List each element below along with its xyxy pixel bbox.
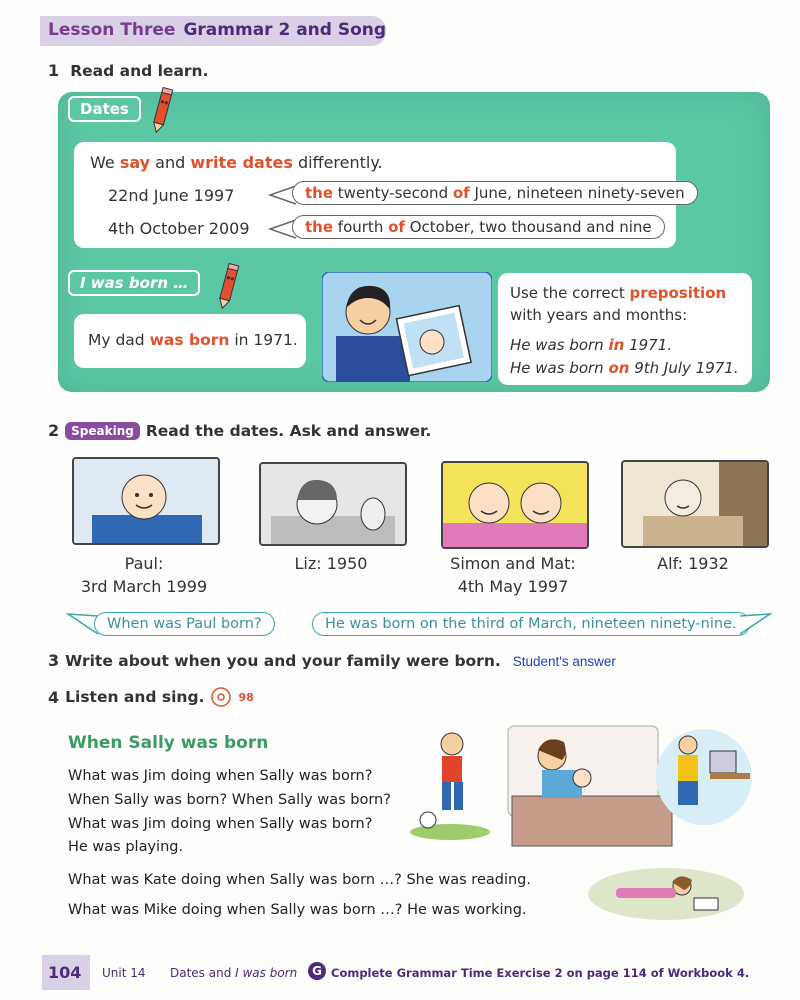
text: differently. bbox=[292, 153, 383, 172]
example-spoken-2 bbox=[292, 215, 665, 239]
lesson-label: Lesson Three bbox=[48, 20, 176, 40]
twins-simon-mat-picture bbox=[441, 461, 589, 549]
text: Dates and bbox=[170, 966, 236, 980]
caption-alf bbox=[621, 554, 765, 573]
section-number: 3 bbox=[48, 651, 60, 670]
baby-paul-picture bbox=[72, 457, 220, 545]
text: fourth bbox=[333, 218, 389, 236]
baby-alf-picture bbox=[621, 460, 769, 548]
answer-bubble: He was born on the third of March, nineteen ninety-nine. bbox=[312, 612, 750, 636]
text: I was born bbox=[235, 966, 298, 980]
dad-with-photo-illustration bbox=[322, 272, 492, 382]
grammar-time-icon: G bbox=[308, 962, 326, 980]
section-4-heading bbox=[48, 686, 254, 708]
section-title: Listen and sing. bbox=[65, 688, 205, 706]
preposition-example-1 bbox=[510, 336, 672, 354]
section-number: 2 bbox=[48, 421, 60, 440]
caption-paul bbox=[72, 554, 216, 596]
footer-topic bbox=[170, 966, 297, 980]
workbook-note: Complete Grammar Time Exercise 2 on page 114 of Workbook 4. bbox=[331, 966, 750, 980]
example-date-1: 22nd June 1997 bbox=[108, 186, 235, 205]
song-title: When Sally was born bbox=[68, 733, 269, 753]
preposition-rule-2: with years and months: bbox=[510, 306, 688, 324]
lesson-title: Grammar 2 and Song bbox=[183, 20, 387, 40]
text: Use the correct bbox=[510, 284, 630, 302]
dates-tag: Dates bbox=[68, 96, 141, 122]
caption-name: Paul: bbox=[124, 554, 164, 573]
caption-simon-mat bbox=[441, 554, 585, 596]
preposition-example-2 bbox=[510, 359, 739, 377]
born-example bbox=[88, 331, 298, 349]
example-spoken-1 bbox=[292, 181, 698, 205]
highlight-preposition: preposition bbox=[629, 284, 727, 302]
speech-tail-icon bbox=[738, 612, 772, 638]
highlight-of: of bbox=[452, 184, 470, 202]
text: in 1971. bbox=[229, 331, 298, 349]
text: My dad bbox=[88, 331, 150, 349]
old-woman-liz-picture bbox=[259, 462, 407, 546]
song-line: What was Mike doing when Sally was born …? He was working. bbox=[68, 902, 527, 918]
student-answer: Student's answer bbox=[512, 654, 616, 669]
track-number: 98 bbox=[238, 690, 254, 704]
caption-name: Simon and Mat: bbox=[450, 554, 576, 573]
text: He was born bbox=[510, 336, 609, 354]
highlight-write-dates: write dates bbox=[190, 153, 293, 172]
man-at-computer-illustration bbox=[654, 727, 754, 827]
section-3-heading bbox=[48, 651, 616, 670]
dates-intro bbox=[90, 153, 383, 172]
highlight-the: the bbox=[305, 218, 334, 236]
highlight-of: of bbox=[388, 218, 405, 236]
i-was-born-tag: I was born … bbox=[68, 270, 200, 296]
highlight-in: in bbox=[608, 336, 625, 354]
caption-date: 4th May 1997 bbox=[457, 577, 569, 596]
caption-name: Liz: 1950 bbox=[294, 554, 368, 573]
section-title: Write about when you and your family were born. bbox=[65, 652, 501, 670]
text: twenty-second bbox=[333, 184, 453, 202]
speaking-badge: Speaking bbox=[65, 422, 140, 440]
song-line: He was playing. bbox=[68, 839, 184, 855]
section-2-heading bbox=[48, 421, 431, 440]
cd-audio-icon[interactable] bbox=[210, 686, 232, 708]
preposition-rule bbox=[510, 284, 726, 302]
section-title: Read and learn. bbox=[70, 62, 209, 80]
song-line: When Sally was born? When Sally was born? bbox=[68, 792, 391, 808]
pencil-icon bbox=[214, 262, 242, 312]
girl-reading-illustration bbox=[586, 862, 746, 926]
boy-playing-football-illustration bbox=[408, 728, 492, 840]
section-number: 4 bbox=[48, 687, 60, 707]
song-line: What was Kate doing when Sally was born …? She was reading. bbox=[68, 872, 531, 888]
highlight-was-born: was born bbox=[149, 331, 230, 349]
lesson-header bbox=[48, 20, 386, 40]
caption-date: 3rd March 1999 bbox=[80, 577, 208, 596]
section-title: Read the dates. Ask and answer. bbox=[145, 421, 432, 440]
example-date-2: 4th October 2009 bbox=[108, 219, 250, 238]
song-line: What was Jim doing when Sally was born? bbox=[68, 816, 373, 832]
page-number: 104 bbox=[48, 963, 82, 982]
text: He was born bbox=[510, 359, 609, 377]
caption-liz bbox=[259, 554, 403, 573]
text: June, nineteen ninety-seven bbox=[469, 184, 685, 202]
highlight-on: on bbox=[608, 359, 630, 377]
caption-name: Alf: 1932 bbox=[657, 554, 729, 573]
text: and bbox=[150, 153, 191, 172]
text: We bbox=[90, 153, 120, 172]
mother-baby-bed-illustration bbox=[502, 720, 678, 860]
text: October, two thousand and nine bbox=[404, 218, 652, 236]
question-bubble: When was Paul born? bbox=[94, 612, 275, 636]
highlight-say: say bbox=[119, 153, 151, 172]
section-1-heading bbox=[48, 61, 208, 80]
section-number: 1 bbox=[48, 61, 60, 80]
text: 9th July 1971. bbox=[629, 359, 739, 377]
pencil-icon bbox=[148, 86, 176, 136]
song-line: What was Jim doing when Sally was born? bbox=[68, 768, 373, 784]
highlight-the: the bbox=[305, 184, 334, 202]
footer-unit: Unit 14 bbox=[102, 966, 146, 980]
text: 1971. bbox=[624, 336, 673, 354]
